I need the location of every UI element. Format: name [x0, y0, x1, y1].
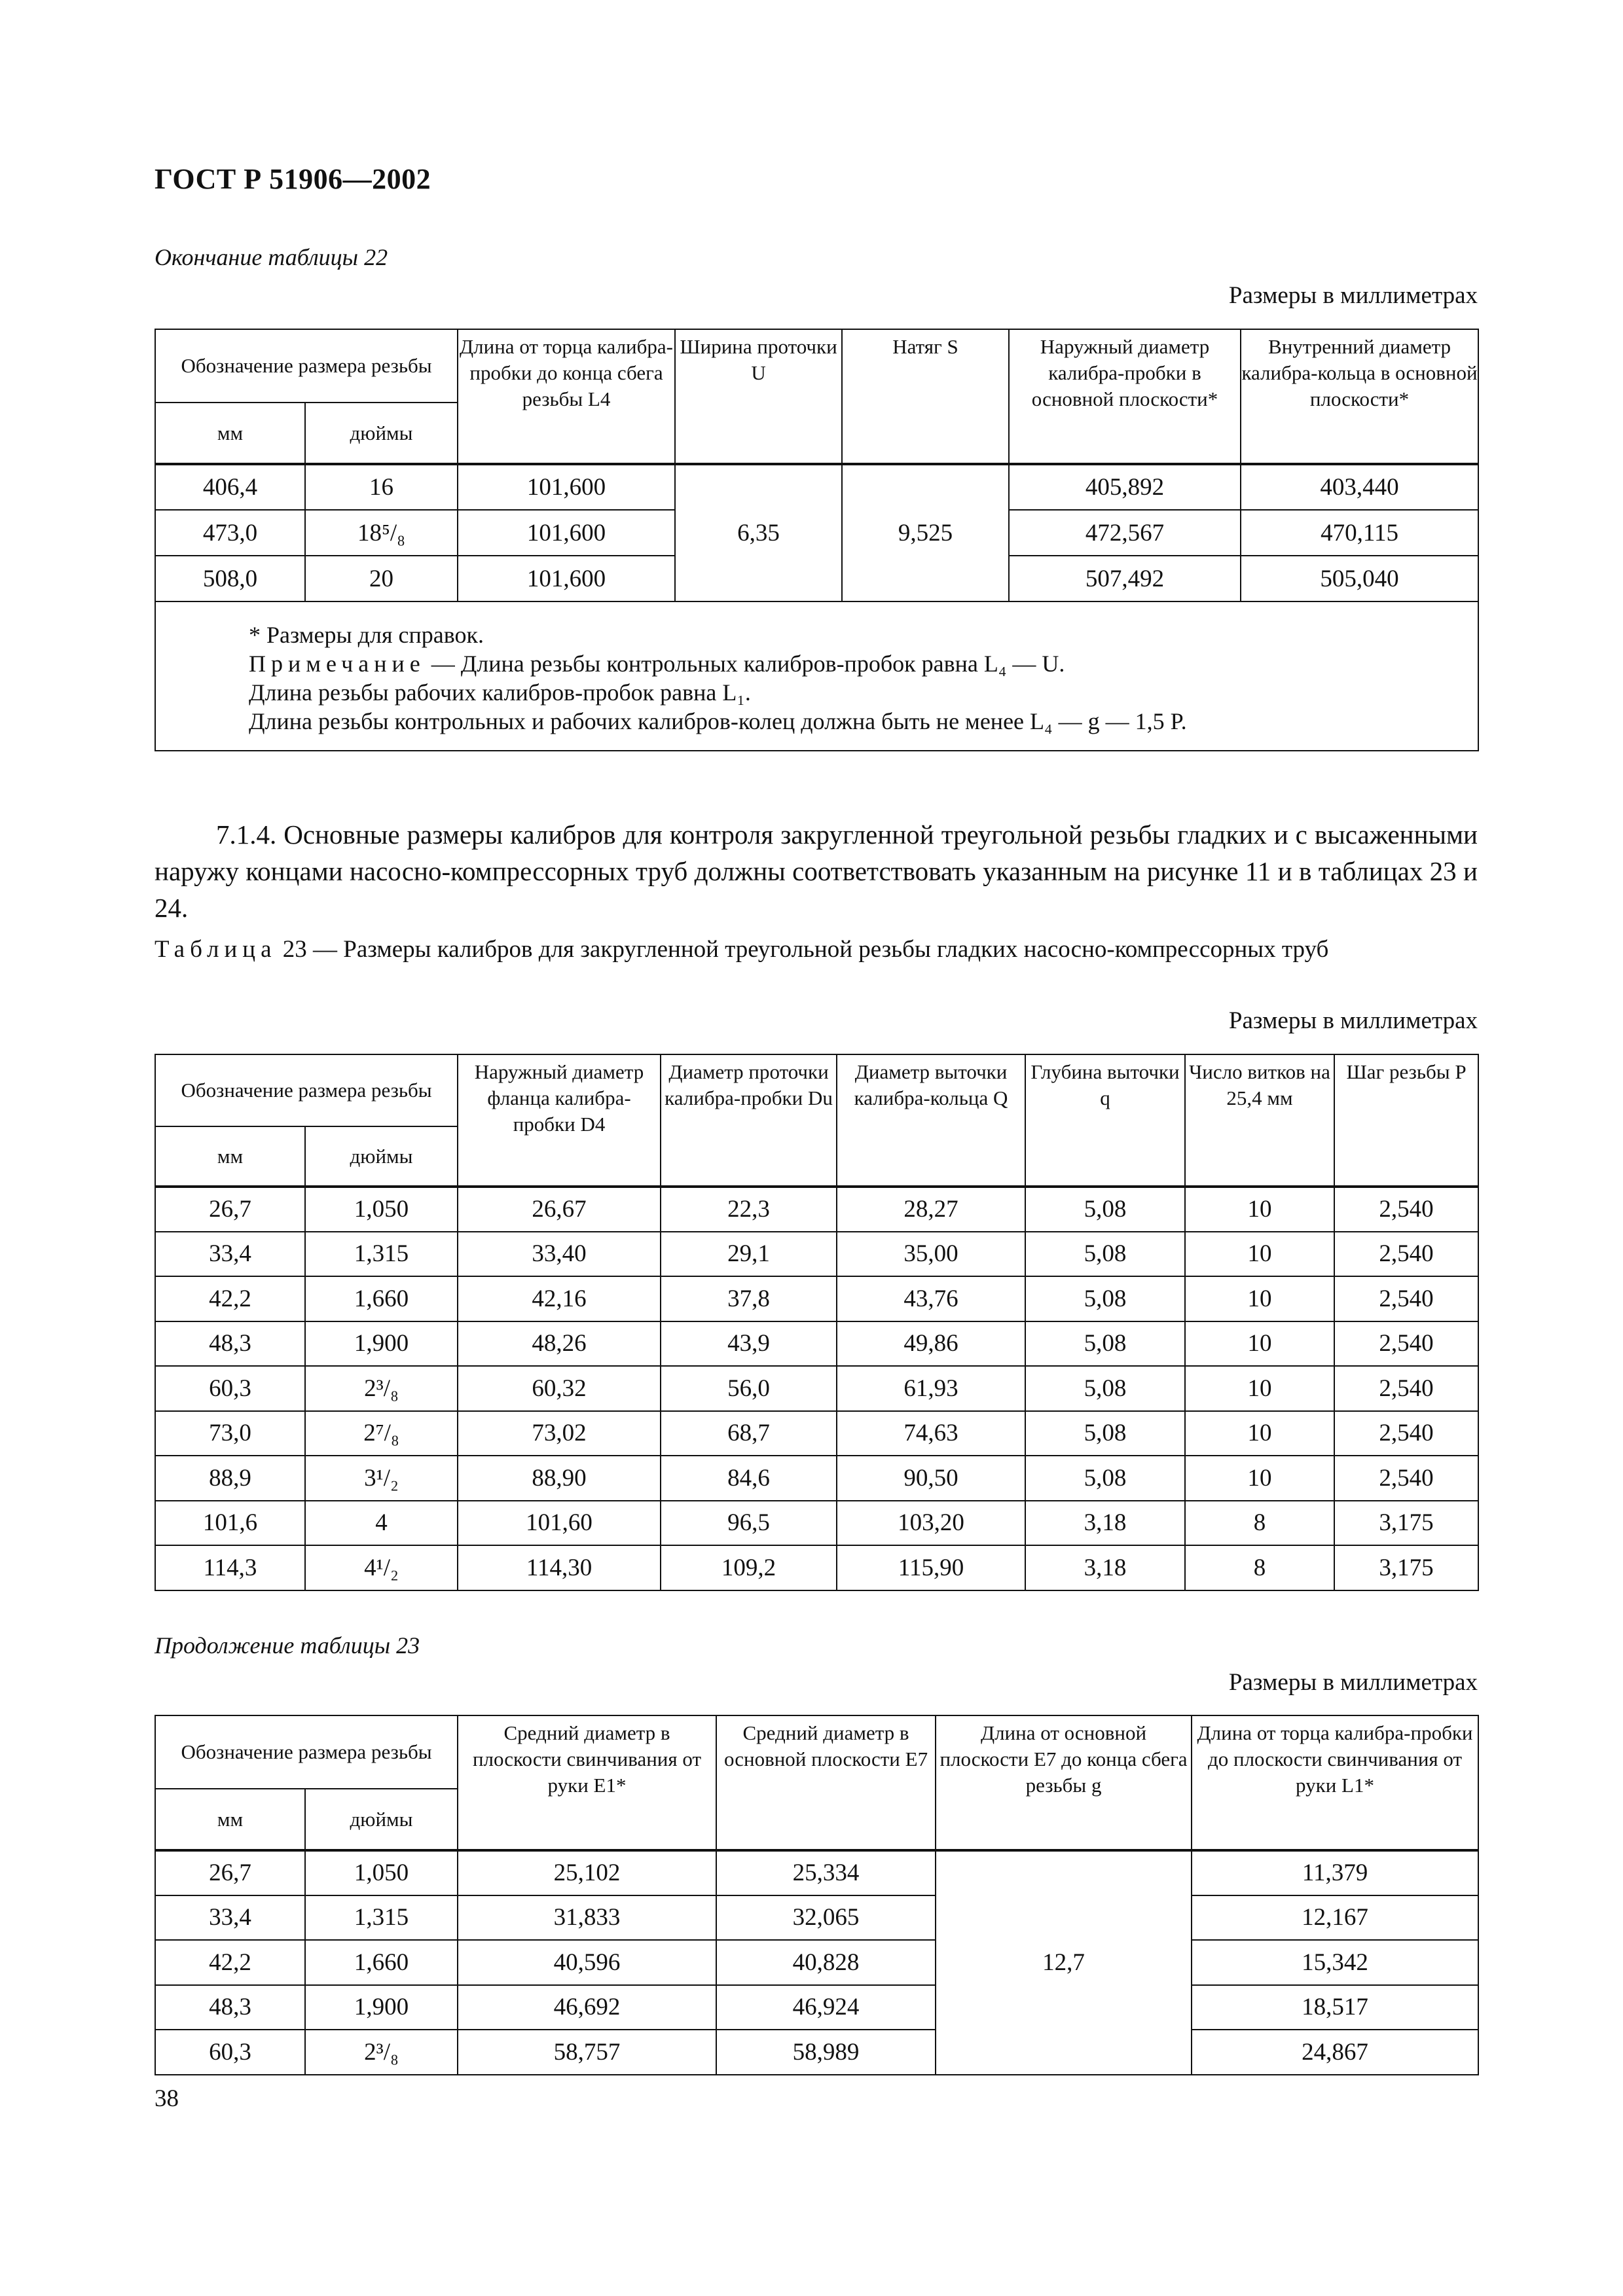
table-row: [155, 1545, 1478, 1590]
cell: 58,989: [716, 2030, 936, 2075]
cell: 470,115: [1241, 510, 1478, 556]
cell: 32,065: [716, 1895, 936, 1941]
table-row: [155, 1850, 1478, 1895]
cell: 48,26: [458, 1321, 661, 1367]
t23-header-q: Диаметр выточки калибра-кольца Q: [837, 1054, 1025, 1187]
cell: 2,540: [1334, 1411, 1478, 1456]
table-row: [155, 1456, 1478, 1501]
cell: 2,540: [1334, 1456, 1478, 1501]
t23-header-mm: мм: [155, 1126, 305, 1187]
cell: 42,16: [458, 1276, 661, 1321]
t23-header-du: Диаметр проточки калибра-пробки Du: [661, 1054, 837, 1187]
t23c-header-mid-base: Средний диаметр в основной плоскости E7: [716, 1715, 936, 1850]
cell: 43,9: [661, 1321, 837, 1367]
cell: 40,828: [716, 1940, 936, 1985]
cell: 472,567: [1009, 510, 1241, 556]
t23c-header-mid-hand: Средний диаметр в плоскости свинчивания от руки E1*: [458, 1715, 716, 1850]
t22-header-inches: дюймы: [305, 403, 458, 464]
cell: 1,315: [305, 1895, 458, 1941]
cell: 10: [1185, 1366, 1334, 1411]
cell: 1,050: [305, 1187, 458, 1232]
cell: 473,0: [155, 510, 305, 556]
cell: 2,540: [1334, 1366, 1478, 1411]
cell: 28,27: [837, 1187, 1025, 1232]
cell: 15,342: [1192, 1940, 1478, 1985]
cell: 3,18: [1025, 1501, 1185, 1546]
cell: 114,30: [458, 1545, 661, 1590]
t22-header-mm: мм: [155, 403, 305, 464]
cell: 48,3: [155, 1985, 305, 2030]
t23-header-inches: дюймы: [305, 1126, 458, 1187]
cell: 406,4: [155, 464, 305, 510]
t22-note-working-plug: Длина резьбы рабочих калибров-пробок равна L₁.: [249, 679, 751, 706]
t22-tension-value: 9,525: [842, 464, 1009, 601]
cell: 10: [1185, 1232, 1334, 1277]
cell: 101,600: [458, 464, 675, 510]
table-row: [155, 1985, 1478, 2030]
cell: 5,08: [1025, 1187, 1185, 1232]
cell: 46,924: [716, 1985, 936, 2030]
cell: 5,08: [1025, 1366, 1185, 1411]
cell: 42,2: [155, 1940, 305, 1985]
cell: 25,334: [716, 1850, 936, 1895]
cell: 5,08: [1025, 1456, 1185, 1501]
t23-header-pitch: Шаг резьбы P: [1334, 1054, 1478, 1187]
cell: 96,5: [661, 1501, 837, 1546]
t23c-g-value: 12,7: [936, 1850, 1192, 2075]
document-header: ГОСТ Р 51906—2002: [155, 163, 431, 195]
paragraph-7-1-4: 7.1.4. Основные размеры калибров для контроля закругленной треугольной резьбы гладких и с высаженными наружу концами насосно-компрессорных труб должны соответствовать указанным на рисунке 11 и в таблицах 23 и 24.: [155, 819, 1478, 923]
t23c-header-length-l1: Длина от торца калибра-пробки до плоскости свинчивания от руки L1*: [1192, 1715, 1478, 1850]
cell: 61,93: [837, 1366, 1025, 1411]
cell: 2,540: [1334, 1276, 1478, 1321]
cell: 60,3: [155, 1366, 305, 1411]
cell: 507,492: [1009, 556, 1241, 601]
t22-header-outer-diameter: Наружный диаметр калибра-пробки в основной плоскости*: [1009, 329, 1241, 464]
table-row: [155, 1187, 1478, 1232]
table23-continued-caption: Продолжение таблицы 23: [155, 1632, 420, 1659]
cell: 58,757: [458, 2030, 716, 2075]
cell: 4¹/₂: [305, 1545, 458, 1590]
cell: 56,0: [661, 1366, 837, 1411]
t23c-header-size: Обозначение размера резьбы: [155, 1715, 458, 1789]
cell: 46,692: [458, 1985, 716, 2030]
cell: 12,167: [1192, 1895, 1478, 1941]
cell: 10: [1185, 1456, 1334, 1501]
cell: 33,4: [155, 1895, 305, 1941]
cell: 11,379: [1192, 1850, 1478, 1895]
cell: 88,90: [458, 1456, 661, 1501]
cell: 60,3: [155, 2030, 305, 2075]
cell: 3,175: [1334, 1501, 1478, 1546]
cell: 2³/₈: [305, 2030, 458, 2075]
table23-caption: Таблица 23 — Размеры калибров для закругленной треугольной резьбы гладких насосно-компрессорных труб: [155, 936, 1329, 963]
cell: 2,540: [1334, 1321, 1478, 1367]
cell: 33,40: [458, 1232, 661, 1277]
t23-header-turns: Число витков на 25,4 мм: [1185, 1054, 1334, 1187]
table23-units: Размеры в миллиметрах: [1228, 1007, 1478, 1034]
cell: 3,18: [1025, 1545, 1185, 1590]
cell: 43,76: [837, 1276, 1025, 1321]
t22-header-size: Обозначение размера резьбы: [155, 329, 458, 403]
t22-header-length: Длина от торца калибра-пробки до конца сбега резьбы L4: [458, 329, 675, 464]
cell: 3,175: [1334, 1545, 1478, 1590]
cell: 1,900: [305, 1985, 458, 2030]
cell: 20: [305, 556, 458, 601]
cell: 10: [1185, 1276, 1334, 1321]
cell: 88,9: [155, 1456, 305, 1501]
table-row: [155, 1366, 1478, 1411]
cell: 101,600: [458, 510, 675, 556]
cell: 5,08: [1025, 1411, 1185, 1456]
table22-units: Размеры в миллиметрах: [1228, 282, 1478, 309]
t22-notes: [155, 601, 1478, 751]
cell: 8: [1185, 1501, 1334, 1546]
table-row: [155, 1411, 1478, 1456]
cell: 403,440: [1241, 464, 1478, 510]
t23-header-size: Обозначение размера резьбы: [155, 1054, 458, 1126]
cell: 48,3: [155, 1321, 305, 1367]
t23-header-d4: Наружный диаметр фланца калибра-пробки D4: [458, 1054, 661, 1187]
t22-width-value: 6,35: [675, 464, 842, 601]
cell: 33,4: [155, 1232, 305, 1277]
cell: 1,900: [305, 1321, 458, 1367]
cell: 508,0: [155, 556, 305, 601]
page-number: 38: [155, 2085, 179, 2112]
cell: 16: [305, 464, 458, 510]
table-row: [155, 464, 1478, 510]
table-row: [155, 1895, 1478, 1941]
t22-note-reference: * Размеры для справок.: [249, 622, 484, 648]
cell: 2³/₈: [305, 1366, 458, 1411]
table-row: [155, 1321, 1478, 1367]
cell: 1,660: [305, 1276, 458, 1321]
t23c-header-inches: дюймы: [305, 1789, 458, 1850]
cell: 26,7: [155, 1850, 305, 1895]
cell: 8: [1185, 1545, 1334, 1590]
t22-note-primechanie: Примечание — Длина резьбы контрольных калибров-пробок равна L₄ — U.: [249, 651, 1065, 677]
cell: 25,102: [458, 1850, 716, 1895]
cell: 84,6: [661, 1456, 837, 1501]
cell: 109,2: [661, 1545, 837, 1590]
cell: 26,67: [458, 1187, 661, 1232]
t22-header-width: Ширина проточки U: [675, 329, 842, 464]
cell: 42,2: [155, 1276, 305, 1321]
cell: 10: [1185, 1321, 1334, 1367]
cell: 22,3: [661, 1187, 837, 1232]
table-22: [155, 329, 1479, 751]
cell: 114,3: [155, 1545, 305, 1590]
t23c-header-mm: мм: [155, 1789, 305, 1850]
cell: 74,63: [837, 1411, 1025, 1456]
cell: 24,867: [1192, 2030, 1478, 2075]
cell: 2,540: [1334, 1232, 1478, 1277]
t22-header-inner-diameter: Внутренний диаметр калибра-кольца в основной плоскости*: [1241, 329, 1478, 464]
t22-note-rings: Длина резьбы контрольных и рабочих калибров-колец должна быть не менее L₄ — g — 1,5 P.: [249, 708, 1187, 734]
cell: 1,660: [305, 1940, 458, 1985]
table-row: [155, 1940, 1478, 1985]
table-23: [155, 1054, 1479, 1591]
cell: 2,540: [1334, 1187, 1478, 1232]
cell: 103,20: [837, 1501, 1025, 1546]
cell: 505,040: [1241, 556, 1478, 601]
cell: 5,08: [1025, 1321, 1185, 1367]
cell: 5,08: [1025, 1232, 1185, 1277]
cell: 40,596: [458, 1940, 716, 1985]
t23-header-depth: Глубина выточки q: [1025, 1054, 1185, 1187]
table-23-continued: [155, 1715, 1479, 2075]
t22-header-tension: Натяг S: [842, 329, 1009, 464]
cell: 1,315: [305, 1232, 458, 1277]
cell: 49,86: [837, 1321, 1025, 1367]
cell: 73,0: [155, 1411, 305, 1456]
cell: 101,600: [458, 556, 675, 601]
cell: 10: [1185, 1187, 1334, 1232]
cell: 115,90: [837, 1545, 1025, 1590]
table-row: [155, 1276, 1478, 1321]
cell: 405,892: [1009, 464, 1241, 510]
table22-caption: Окончание таблицы 22: [155, 244, 388, 270]
cell: 2⁷/₈: [305, 1411, 458, 1456]
cell: 101,6: [155, 1501, 305, 1546]
cell: 60,32: [458, 1366, 661, 1411]
cell: 10: [1185, 1411, 1334, 1456]
cell: 68,7: [661, 1411, 837, 1456]
cell: 35,00: [837, 1232, 1025, 1277]
cell: 37,8: [661, 1276, 837, 1321]
table-row: [155, 2030, 1478, 2075]
cell: 73,02: [458, 1411, 661, 1456]
cell: 29,1: [661, 1232, 837, 1277]
cell: 5,08: [1025, 1276, 1185, 1321]
table-row: [155, 1232, 1478, 1277]
cell: 31,833: [458, 1895, 716, 1941]
cell: 90,50: [837, 1456, 1025, 1501]
cell: 4: [305, 1501, 458, 1546]
table23-continued-units: Размеры в миллиметрах: [1228, 1669, 1478, 1696]
cell: 18⁵/₈: [305, 510, 458, 556]
t23c-header-length-g: Длина от основной плоскости E7 до конца сбега резьбы g: [936, 1715, 1192, 1850]
cell: 3¹/₂: [305, 1456, 458, 1501]
table-row: [155, 1501, 1478, 1546]
cell: 101,60: [458, 1501, 661, 1546]
cell: 26,7: [155, 1187, 305, 1232]
cell: 1,050: [305, 1850, 458, 1895]
cell: 18,517: [1192, 1985, 1478, 2030]
